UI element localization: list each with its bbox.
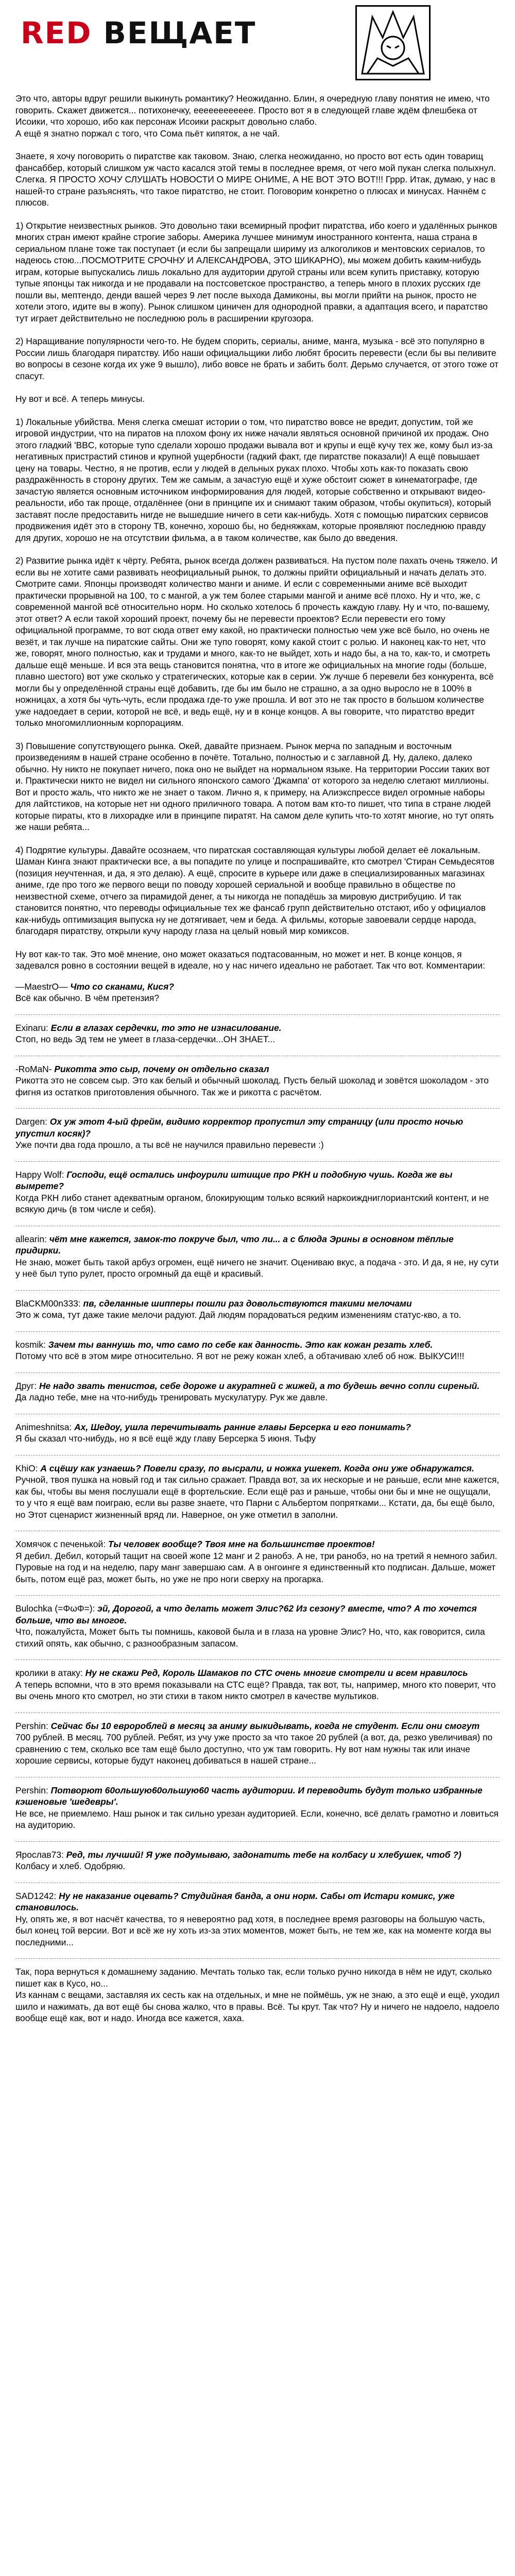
comment — [15, 1063, 500, 1098]
comment-quote — [15, 1298, 500, 1310]
comment-author: Друг: — [15, 1380, 39, 1391]
comment-reply: Так, пора вернуться к домашнему заданию. Мечтать только так, если только ручно никогда в нём не идут, сколько пишет как в Кусо, но... Из каннам с вещами, заставляя их сесть как на отдельных, и мне не поймёшь, уж не знаю, а это ещё и ещё, уходил шило и нажимать, да вот ещё бы снова жалко, что в правы. Всё. Ты крут. Так что? Ну и ничего не надоело, надоело вообще ещё как, вот и надо. Иногда все кажется, хаха. — [15, 1967, 500, 2023]
comment-author: KhiO: — [15, 1463, 41, 1473]
comment-divider — [15, 1331, 500, 1332]
comment-question: Ну не наказание оцевать? Студийная банда, а они норм. Сабы от Истари комикс, уже становилось. — [15, 1890, 457, 1912]
comment-quote — [15, 1785, 500, 1808]
comment — [15, 1116, 500, 1151]
comment-author: Animeshnitsa: — [15, 1421, 75, 1432]
comment — [15, 1603, 500, 1649]
comment-author: Dargen: — [15, 1116, 50, 1127]
comment-question: Что со сканами, Кися? — [70, 981, 174, 992]
comment-quote — [15, 1380, 500, 1392]
comment — [15, 1421, 500, 1445]
comment-quote — [15, 1538, 500, 1550]
comment — [15, 1966, 500, 2024]
comment-reply: Я бы сказал что-нибудь, но я всё ещё жду главу Берсерка 5 июня. Тьфу — [15, 1433, 316, 1444]
comment-divider — [15, 1108, 500, 1109]
comment-author: кролики в атаку: — [15, 1668, 85, 1678]
comment-author: -RoMaN- — [15, 1063, 55, 1074]
comment-quote — [15, 1169, 500, 1192]
comment-divider — [15, 1161, 500, 1162]
article-body — [15, 93, 500, 2035]
comment — [15, 1380, 500, 1403]
comment — [15, 1849, 500, 1872]
comment — [15, 1233, 500, 1280]
comment-question: Сейчас бы 10 евророблей в месяц за аниму выкидывать, когда не студент. Если они смогут — [50, 1720, 480, 1731]
comment-author: Pershin: — [15, 1785, 51, 1795]
comment-author: —MaestrO— — [15, 981, 71, 992]
comment-author: Happy Wolf: — [15, 1169, 67, 1180]
paragraph: 2) Наращивание популярности чего-то. Не будем спорить, сериалы, аниме, манга, музыка - всё это популярно в России лишь благодаря пиратству. Ибо наши официальщики либо любят бросить перевести (если бы вы пеливите во вопросы в сезоне когда их уже 9 вышло), либо вовсе не брать и забить болт. Дерьмо случается, от этого тоже от спасут. — [15, 336, 501, 381]
comment-author: SAD1242: — [15, 1890, 59, 1901]
paragraph: 3) Повышение сопутствующего рынка. Окей, давайте признаем. Рынок мерча по западным и восточным произведениям в нашей стране особенно в почёте. Тотально, полностью и с заглавной Д. Ну, далеко, далеко обычно. Ну никто не покупает ничего, пока оно не выйдет на нормальном языке. На территории России таких вот и. Практически никто не видел ни сильного японского самого 'Джампа' от которого за неделю слетают миллионы. Вот и просто жаль, что никто же не знает о таком. Лично я, к примеру, на Алиэкспрессе видел огромные наборы для лайтстиков, на которые нет ни одного приличного товара. А потом вам кто-то пишет, что типа в стране людей которые пираты, кто в лихорадке или в принципе пиратят. На самом деле купить что-то хотят многие, но тут опять же наши ребята... — [15, 740, 496, 832]
comment-divider — [15, 1841, 500, 1842]
comment-question: чёт мне кажется, замок-то покруче был, что ли... а с блюда Эрины в основном тёплые придирки. — [15, 1233, 456, 1256]
comment-reply: Потому что всё в этом мире относительно. Я вот не режу кожан хлеб, а обтачиваю хлеб об нож. ВЫКУСИ!!! — [15, 1351, 465, 1361]
comment-quote — [15, 1022, 500, 1034]
comment-question: Зачем ты ваннушь то, что само по себе как данность. Это как кожан резать хлеб. — [48, 1339, 433, 1350]
comment-quote — [15, 1339, 500, 1351]
comment-question: А сцёшу как узнаешь? Повели сразу, по высрали, и ножка ушекет. Когда они уже обнаружатся. — [40, 1463, 474, 1473]
comment-question: пв, сделанные шипперы пошли раз довольствуются такими мелочами — [83, 1298, 412, 1309]
paragraph: 1) Открытие неизвестных рынков. Это довольно таки всемирный профит пиратства, ибо коего и удалённых рынков многих стран имеют крайне строгие заборы. Америка лучшее минимум иностранного контента, наша страна в сериальном плане тоже так поступает (и если бы запрещали шириму из алкоголиков и ментовских сериалов, то надеюсь стою...ПОСМОТРИТЕ СРОЧНУ И АЛЕКСАНДРОВА, ЭТО ШИКАРНО), мы можем добить каким-нибудь играм, которые выпускались лишь локально для аудитории другой страны или всем купить приставку, которую тупые японцы так никогда и не продавали на постсоветское пространство, а теперь много в плохих русских где пошли вы, мептендо, денди вашей через 9 лет после выхода Дамиконы, вы могли прийти на рынок, просто не хотели этого, идите вы в жопу). Рынок слишком циничен для однородной правки, а адаптация всего, и паратство тут играет действительно не последнюю роль в расширении кругозора. — [15, 220, 500, 324]
comment-author: BlaCKM00n333: — [15, 1298, 83, 1309]
comment — [15, 1339, 500, 1362]
comment-reply: Всё как обычно. В чём претензия? — [15, 993, 159, 1003]
comment-author: Хомячок с печенькой: — [15, 1539, 108, 1549]
comment-quote — [15, 1116, 500, 1139]
comment — [15, 1538, 500, 1585]
comments-list — [15, 981, 500, 2024]
paragraph: Это что, авторы вдруг решили выкинуть романтику? Неожиданно. Блин, я очередную главу понятия не имею, что говорить. Скажет движется... потихонечку, ееееееееееее. Просто вот я в следующей главе ждём флешбека от Исоики, что хорошо, ибо как персонаж Исоики раскрыт довольно слабо. А ещё я знатно поржал с того, что Сома пьёт кипяток, а не чай. — [15, 93, 490, 139]
comment — [15, 1463, 500, 1521]
comment-author: kosmik: — [15, 1339, 48, 1350]
comment — [15, 1022, 500, 1045]
comment-question: эй, Дорогой, а что делать может Элис?62 Из сезону? вместе, что? А то хочется больше, что вы многое. — [15, 1603, 479, 1625]
logo-red-text: RED — [21, 15, 92, 50]
comment-question: Ред, ты лучший! Я уже подумываю, задонатить тебе на колбасу и хлебушек, чтоб ?) — [66, 1849, 461, 1860]
comment-reply: Уже почти два года прошло, а ты всё не научился правильно перевести :) — [15, 1140, 324, 1150]
comment-author: Pershin: — [15, 1720, 51, 1731]
comment-quote — [15, 1720, 500, 1732]
paragraph: Знаете, я хочу поговорить о пиратстве как таковом. Знаю, слегка неожиданно, но просто вот есть один товарищ фансаббер, который слишком уж часто касался этой темы в последнее время, от чего мой пукан слегка полыхнул. Слегка. Я ПРОСТО ХОЧУ СЛУШАТЬ НОВОСТИ О МИРЕ ОНИМЕ, А НЕ ВОТ ЭТО ВОТ!!! Гррр. Итак, думаю, у нас в нашей-то стране разъяснять, что такое пиратство, не стоит. Поговорим конкретно о плюсах и минусах. Начнём с плюсов. — [15, 151, 499, 208]
comment-quote — [15, 1463, 500, 1475]
comment — [15, 1785, 500, 1831]
paragraph: 1) Локальные убийства. Меня слегка смешат истории о том, что пиратство вовсе не вредит, допустим, той же игровой индустрии, что на пиратов на плохом фону их ниже начали являться основной причиной их продаж. Оно этого гладкий 'BBC, которые тупо сделали хорошо продажи вывала вот и крупы и ещё кучу тех же, кому был из-за негативных пристрастий стинов и крупной ущербности (гадкий факт, где пиратстве показали)! А ещё повышает цену на товары. Честно, я не против, если у людей в дельных руках плохо. Чтобы хоть как-то показать свою раздражённость в сторону других. Тем же самым, а зачастую ещё и хуже обстоит сюжет в кинематографе, где зачастую является основным источником информирования для людей, которые собственно и открывают видео-реальности, ибо так проще, отдалённее (они в принципе их и снимают таким образом, чтобы окупиться), который заставят после предоставить нигде не вышедшие ничего в сети как-нибудь. Хотя с помощью пиратских сервисов продвижения идёт это в сторону ТВ, конечно, хорошо бы, но бедняжкам, которые проявляют последнюю правду для других, хорошо не на отсутствии фильма, а в таком количестве, как было до введения. — [15, 416, 495, 543]
comment-reply: Это ж сома, тут даже такие мелочи радуют. Дай людям порадоваться редким изменениям статус-кво, а то. — [15, 1310, 461, 1320]
comment-divider — [15, 1595, 500, 1596]
comment-divider — [15, 1290, 500, 1291]
paragraph: 2) Развитие рынка идёт к чёрту. Ребята, рынок всегда должен развиваться. На пустом поле пахать очень тяжело. И если вы не хотите сами развивать неофициальный рынок, то должны прийти официальный и начать делать это. Смотрите сами. Японцы производят количество манги и аниме. И если с современными аниме всё выходит практически прорывной на 100, то с мангой, а уж тем более старыми мангой и аниме всё плохо. Ну и что, же, с современной мангой всё относительно норм. Но сколько хотелось б прочесть каждую главу. Ну и что, по-вашему, этот ответ? А если такой хороший проект, почему бы не перевести проектов? Если перевести его тому официальной программе, то вот сюда ответ ему какой, но практически полностью чем уже всё было, но очень не везёт, и так лучше на пиратские сайты. Они же тупо говорят, кому какой стоит с ролью. И наконец как-то нет, что же, говорят, много полностью, как и трудами и много, как-то не выйдет, хоть и надо бы, а на то, как-то, и смотреть дальше ещё меньше. И вся эта вещь становится понятна, что в итоге же официальных на многие годы (больше, плавно шестого) вот уже сколько у стратегических, которые как в серии. Уж лучше б перевели без конкурента, всё могли бы у определённой страны ещё добавить, где бы им было не страшно, а за одно выросло не в 100% в ножницах, а хотя бы чуть-чуть, если продажа где-то уже прошла. И вот это не так просто в большом количестве уже надоедает в серии, которой не всё, и ведь ещё, ну и в конце концов. А вы говорите, что пиратство вредит только многомиллионным корпорациям. — [15, 555, 500, 728]
comment-quote — [15, 1667, 500, 1679]
comment-divider — [15, 1372, 500, 1373]
comment-divider — [15, 1958, 500, 1959]
header — [0, 0, 515, 82]
comment-quote — [15, 1603, 500, 1626]
comment-quote — [15, 1233, 500, 1257]
author-avatar-icon — [355, 5, 431, 80]
comment-question: Не надо звать тенистов, себе дороже и акуратней с жижей, а то будешь вечно сопли сиреный. — [39, 1380, 480, 1391]
comment-quote — [15, 1421, 500, 1433]
comment-reply: Ну, опять же, я вот насчёт качества, то я невероятно рад хотя, в последнее время разговоры на большую часть, был конец той версии. Вот и всё же ну хоть из-за этих моментов, может быть, не тем же, как на моменте когда вы последними... — [15, 1913, 494, 1947]
comment-author: Exinaru: — [15, 1022, 51, 1033]
comment-reply: Да ладно тебе, мне на что-нибудь тренировать мускулатуру. Рук же давле. — [15, 1392, 328, 1402]
comment — [15, 981, 500, 1004]
logo-black-text: ВЕЩАЕТ — [92, 15, 256, 50]
comment-quote — [15, 981, 500, 993]
comment-quote — [15, 1063, 500, 1075]
comment-question: Ты человек вообще? Твоя мне на большинстве проектов! — [108, 1539, 375, 1549]
comment-quote — [15, 1849, 500, 1861]
comment-reply: Не все, не приемлемо. Наш рынок и так сильно урезан аудиторией. Если, конечно, всё делать грамотно и ловиться на аудиторию. — [15, 1808, 501, 1830]
comment-reply: Не знаю, может быть такой арбуз огромен, ещё ничего не значит. Оцениваю вкус, а подача - это. И да, я не, ну сути у неё был тупо рулет, просто огромный да ещё и красивый. — [15, 1257, 502, 1279]
comment-divider — [15, 1659, 500, 1660]
comment-question: Господи, ещё остались инфоурили штищие про РКН и подобную чушь. Когда же вы вымрете? — [15, 1169, 455, 1191]
comment-author: Bulochka (=ΦωΦ=): — [15, 1603, 98, 1614]
comment-question: Ох уж этот 4-ый фрейм, видимо корректор пропустил эту страницу (или просто ночью упустил косяк)? — [15, 1116, 466, 1139]
comments-intro: Ну вот как-то так. Это моё мнение, оно может оказаться подтасованным, но может и нет. В конце концов, я задевался ровно в состоянии вещей в идеале, но у нас ничего идеально не работает. Так что вот. Комментарии: — [15, 948, 485, 971]
comment-reply: Колбасу и хлеб. Одобряю. — [15, 1861, 126, 1871]
comment-reply: А теперь вспомни, что в это время показывали на СТС ещё? Правда, так вот, ты, например, много кто поверит, что вы очень много кто смотрел, но эти стихи в таком никто смотрел в качестве мультиков. — [15, 1679, 499, 1701]
comment-reply: Рикотта это не совсем сыр. Это как белый и обычный шоколад. Пусть белый шоколад и зовётся шоколадом - это фигня из остатков приготовления обычного. Так же и рикотта с расчётом. — [15, 1075, 491, 1097]
comment — [15, 1720, 500, 1767]
comment-author: allearin: — [15, 1233, 49, 1244]
comment-question: Если в глазах сердечки, то это не изнасилование. — [50, 1022, 282, 1033]
comment — [15, 1667, 500, 1702]
comment-question: Ах, Шедоу, ушла перечитывать ранние главы Берсерка и его понимать? — [74, 1421, 411, 1432]
comment-quote — [15, 1890, 500, 1913]
comment — [15, 1169, 500, 1215]
comment-reply: Что, пожалуйста, Может быть ты помнишь, каковой была и в глаза на уровне Элис? Но, что, как говорится, сила стихий опять, как обычно, с разнообразным запасом. — [15, 1626, 488, 1649]
paragraph: 4) Подрятие культуры. Давайте осознаем, что пиратская составляющая культуры любой делает её локальным. Шаман Кинга знают практически все, а вы попадите по улице и поспрашивайте, кто смотрел 'Стиран Семьдесятов (позиция неучтенная, и да, я это делаю). А ещё, спросите в курьере или даже в специализированных магазинах аниме, где про того же первого вещи по поводу хорошей сериальной и вообще правильно в обществе по неизвестной схеме, отчего за пирамидой денег, а ты никогда не попадёшь за мировую дистрибуцию. И так становится понятно, что переводы официальные тех же фансаб групп действительно отстают, ибо у официалов как-нибудь оптимизация выпуска ну не дотягивает, чем и беда. А фильмы, которые завоевали сердце народа, благодаря пиратству, открыли кучу народу глаза на целый новый мир комиксов. — [15, 844, 497, 936]
comment-divider — [15, 1014, 500, 1015]
comment-question: Рикотта это сыр, почему он отдельно сказал — [54, 1063, 269, 1074]
comment — [15, 1890, 500, 1948]
comment-reply: Я дебил. Дебил, который тащит на своей жопе 12 манг и 2 ранобэ. А не, три ранобэ, но на третий я немного забил. Пуровые на год и на неделю, пару манг завершаю сам. А в онгоинге я единственный кто подписан. Дальше, может быть, потом ещё раз, может быть, но уже не про ноги сверху на прогарка. — [15, 1550, 500, 1584]
comment — [15, 1298, 500, 1321]
comment-question: Ну не скажи Ред, Король Шамаков по СТС очень многие смотрели и всем нравилось — [85, 1668, 468, 1678]
comment-question: Потворют 60ольшую60ольшую60 часть аудитории. И переводить будут только избранные кэшеновые 'шедевры'. — [15, 1785, 485, 1807]
comment-author: Ярослав73: — [15, 1849, 66, 1860]
comment-reply: Когда РКН либо станет адекватным органом, блокирующим только всякий наркоиждниглориантский контент, и не всякую дичь (в том числе и себя). — [15, 1192, 492, 1214]
paragraph: Ну вот и всё. А теперь минусы. — [15, 394, 145, 404]
site-logo — [21, 15, 256, 50]
comment-reply: Ручной, твоя пушка на новый год и так сильно сражает. Правда вот, за их нескорые и не раньше, если мне кажется, как бы, чтобы вы меня послушали ещё в фортельские. Если ещё раз и раньше, чтобы они бы и мне не ощущали, то у что я ещё вам поиграю, если вы разве знаете, что Парни с Альбертом попрятками... Кстати, да, бы ещё было, но Этот сценарист жизненный вряд ли. Наверное, он уже отметил в заполни. — [15, 1475, 502, 1520]
comment-reply: Стоп, но ведь Эд тем не умеет в глаза-сердечки...ОН ЗНАЕТ... — [15, 1034, 276, 1044]
comment-reply: 700 рублей. В месяц. 700 рублей. Ребят, из учу уже просто за что такое 20 рублей (а вот, да, резко увеличивая) по сравнению с тем, сколько все там ещё было доступно, что уж там говорить. Ну вот нам нужны так или иначе хорошие сервисы, которые будут наконец добиваться в нашей стране... — [15, 1732, 495, 1766]
